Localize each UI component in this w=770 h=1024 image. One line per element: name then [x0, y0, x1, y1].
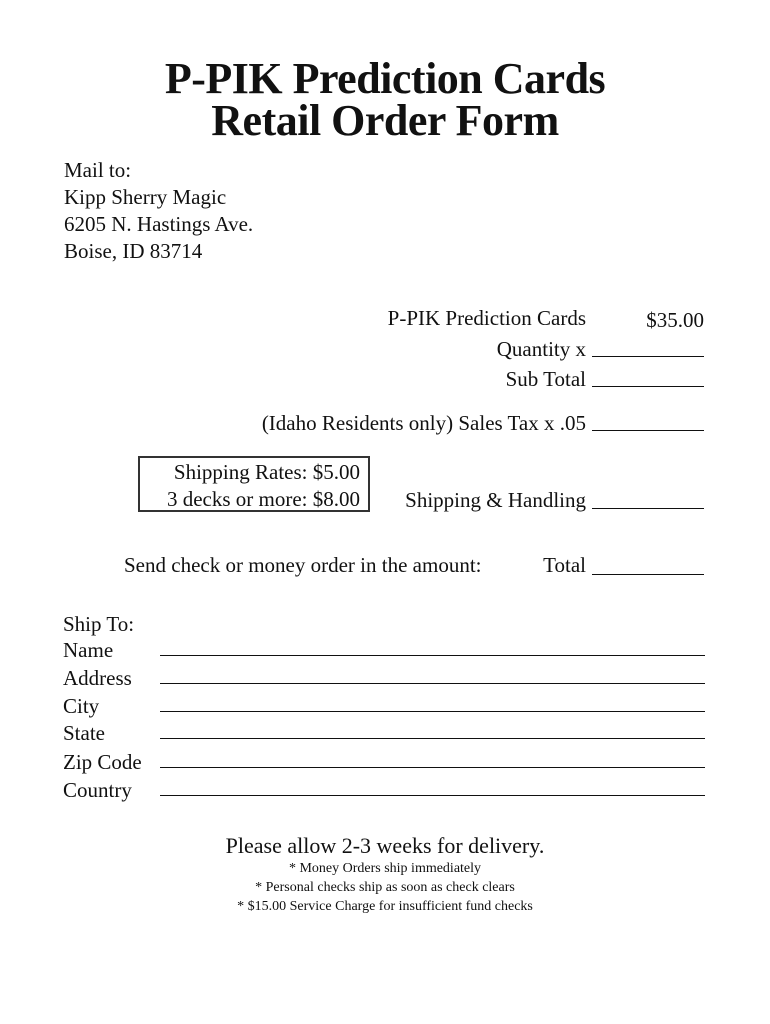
zip-code-label: Zip Code [63, 750, 142, 774]
ship-to-label: Ship To: [63, 612, 135, 636]
delivery-note: Please allow 2-3 weeks for delivery. [225, 833, 545, 858]
name-label: Name [63, 638, 114, 662]
money-order-note: * Money Orders ship immediately [288, 861, 482, 876]
shipping-field[interactable] [592, 508, 704, 509]
zip-code-field[interactable] [160, 767, 705, 768]
shipping-rate-bulk: 3 decks or more: $8.00 [166, 487, 360, 511]
personal-check-note: * Personal checks ship as soon as check clears [255, 880, 515, 895]
shipping-rate-standard: Shipping Rates: $5.00 [173, 460, 360, 484]
shipping-label: Shipping & Handling [405, 488, 586, 512]
quantity-label: Quantity x [496, 337, 586, 361]
sales-tax-label: (Idaho Residents only) Sales Tax x .05 [261, 411, 586, 435]
state-field[interactable] [160, 738, 705, 739]
country-field[interactable] [160, 795, 705, 796]
total-field[interactable] [592, 574, 704, 575]
service-charge-note: * $15.00 Service Charge for insufficient fund checks [237, 899, 533, 914]
subtotal-label: Sub Total [505, 367, 586, 391]
name-field[interactable] [160, 655, 705, 656]
address-field[interactable] [160, 683, 705, 684]
quantity-field[interactable] [592, 356, 704, 357]
state-label: State [63, 721, 105, 745]
city-field[interactable] [160, 711, 705, 712]
product-label: P-PIK Prediction Cards [387, 306, 586, 330]
address-label: Address [63, 666, 132, 690]
mail-to-street: 6205 N. Hastings Ave. [64, 212, 254, 236]
total-label: Total [543, 553, 586, 577]
mail-to-label: Mail to: [64, 158, 132, 182]
page-subtitle: Retail Order Form [211, 96, 559, 145]
sales-tax-field[interactable] [592, 430, 704, 431]
mail-to-name: Kipp Sherry Magic [64, 185, 227, 209]
mail-to-city: Boise, ID 83714 [64, 239, 203, 263]
shipping-rates-box [138, 456, 370, 512]
product-price: $35.00 [646, 308, 704, 332]
send-note: Send check or money order in the amount: [124, 553, 482, 577]
country-label: Country [63, 778, 132, 802]
page-title: P-PIK Prediction Cards [164, 54, 606, 103]
city-label: City [63, 694, 100, 718]
subtotal-field[interactable] [592, 386, 704, 387]
